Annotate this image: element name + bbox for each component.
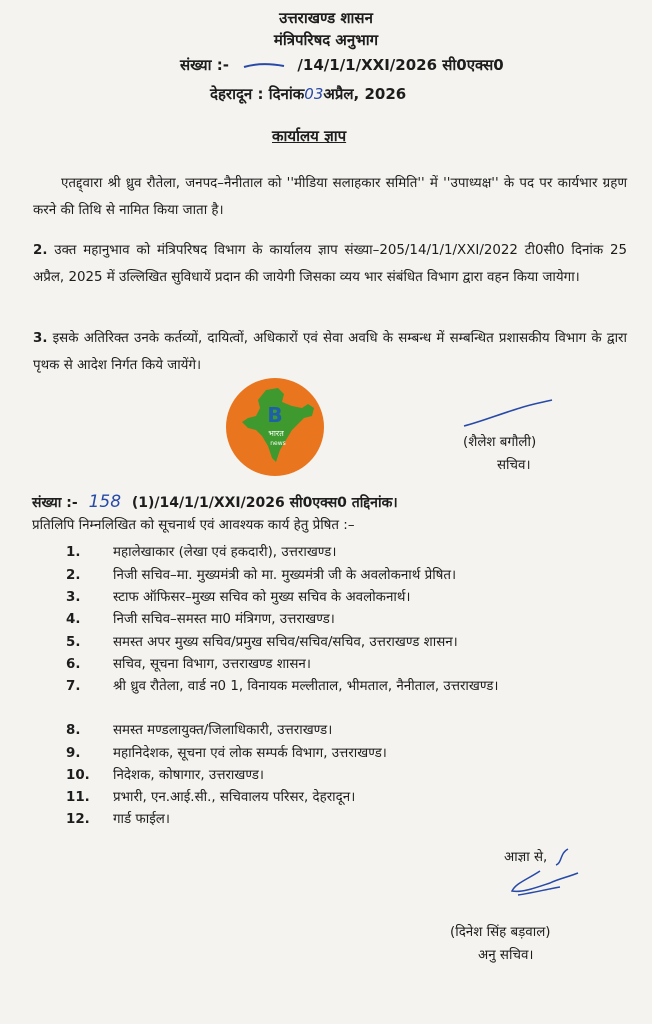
signature-2-icon <box>498 843 588 907</box>
india-map-logo-icon <box>226 378 324 476</box>
department-heading: मंत्रिपरिषद अनुभाग <box>273 31 379 49</box>
signatory-1-designation: सचिव। <box>497 458 531 473</box>
copy-reference-number: (1)/14/1/1/XXI/2026 सी0एक्स0 तद्दिनांक। <box>131 495 398 511</box>
handwritten-date: 03 <box>304 85 324 103</box>
government-order-page: उत्तराखण्ड शासन मंत्रिपरिषद अनुभाग संख्या :- /14/1/1/XXI/2026 सी0एक्स0 देहरादून : दिनांक03अप्रैल, 2026 कार्यालय ज्ञाप एतद्द्वारा श्री ध्रुव रौतेला, जनपद–नैनीताल को ''मीडिया सलाहकार समिति'' में ''उपाध्यक्ष'' के पद पर कार्यभार ग्रहण करने की तिथि से नामित किया जाता है। 2. उक्त महानुभाव को मंत्रिपरिषद विभाग के कार्यालय ज्ञाप संख्या–205/14/1/1/XXI/2022 टी0सी0 दिनांक 25 अप्रैल, 2025 में उल्लिखित सुविधायें प्रदान की जायेगी जिसका व्यय भार संबंधित विभाग द्वारा वहन किया जायेगा। 3. इसके अतिरिक्त उनके कर्तव्यों, दायित्वों, अधिकारों एवं सेवा अवधि के सम्बन्ध में सम्बन्धित प्रशासकीय विभाग के द्वारा पृथक से आदेश निर्गत किये जायेंगे। B भारत news (शैलेश बगौली) सचिव। संख्या :- 158 (1)/14/1/1/XXI/2026 सी0एक्स0 तद्दिनांक। प्रतिलिपि निम्नलिखित को सूचनार्थ एवं आवश्यक कार्य हेतु प्रेषित :– 1. महालेखाकार (लेखा एवं हकदारी), उत्तराखण्ड। 2. निजी सचिव–मा. मुख्यमंत्री को मा. मुख्यमंत्री जी के अवलोकनार्थ प्रेषित। 3. स्टाफ ऑफिसर–मुख्य सचिव को मुख्य सचिव के अवलोकनार्थ। 4. निजी सचिव–समस्त मा0 मंत्रिगण, उत्तराखण्ड। 5. समस्त अपर मुख्य सचिव/प्रमुख सचिव/सचिव/सचिव, उत्तराखण्ड शासन। 6. सचिव, सूचना विभाग, उत्तराखण्ड शासन। 7. श्री ध्रुव रौतेला, वार्ड न0 1, विनायक मल्लीताल, भीमताल, नैनीताल, उत्तराखण्ड। 8. समस्त मण्डलायुक्त/जिलाधिकारी, उत्तराखण्ड। 9. महानिदेशक, सूचना एवं लोक सम्पर्क विभाग, उत्तराखण्ड। 10. निदेशक, कोषागार, उत्तराखण्ड। 11. प्रभारी, एन.आई.सी., सचिवालय परिसर, देहरादून। 12. गार्ड फाईल। आज्ञा से, (दिनेश सिंह बड़वाल) अनु सचिव। <box>0 0 652 1024</box>
copy-intro: प्रतिलिपि निम्नलिखित को सूचनार्थ एवं आवश्यक कार्य हेतु प्रेषित :– <box>32 518 355 533</box>
document-title: कार्यालय ज्ञाप <box>272 127 347 145</box>
logo-text-line2: news <box>270 440 286 447</box>
reference-line <box>180 55 504 75</box>
paragraph-text: उक्त महानुभाव को मंत्रिपरिषद विभाग के कार्यालय ज्ञाप संख्या–205/14/1/1/XXI/2022 टी0सी0 दिनांक 25 अप्रैल, 2025 में उल्लिखित सुविधायें प्रदान की जायेगी जिसका व्यय भार संबंधित विभाग द्वारा वहन किया जायेगा। <box>33 243 627 285</box>
place: देहरादून : <box>210 85 264 103</box>
signatory-2-name: (दिनेश सिंह बड़वाल) <box>450 925 551 940</box>
handwritten-number: 158 <box>88 492 122 512</box>
bharat-news-logo <box>226 378 324 476</box>
paragraph-3 <box>33 325 627 379</box>
svg-text:B: B <box>267 403 283 427</box>
paragraph-1 <box>33 170 627 224</box>
copy-reference-label: संख्या :- <box>32 495 78 511</box>
date-prefix: दिनांक <box>268 85 305 103</box>
date-line <box>210 84 406 104</box>
logo-text-line1: भारत <box>268 429 284 438</box>
handwritten-dash <box>234 56 292 74</box>
signatory-1-name: (शैलेश बगौली) <box>463 435 537 450</box>
copy-reference-line <box>32 492 398 512</box>
paragraph-text: एतद्द्वारा श्री ध्रुव रौतेला, जनपद–नैनीताल को ''मीडिया सलाहकार समिति'' में ''उपाध्यक्ष'' के पद पर कार्यभार ग्रहण करने की तिथि से नामित किया जाता है। <box>33 176 627 218</box>
reference-number: /14/1/1/XXI/2026 सी0एक्स0 <box>297 56 504 74</box>
date-suffix: अप्रैल, 2026 <box>323 85 407 103</box>
signature-1-icon <box>460 398 556 432</box>
paragraph-number: 3. <box>33 331 48 346</box>
paragraph-number: 2. <box>33 243 48 258</box>
order-text: आज्ञा से, <box>504 850 548 865</box>
government-heading: उत्तराखण्ड शासन <box>279 9 373 27</box>
reference-label: संख्या :- <box>180 56 229 74</box>
paragraph-text: इसके अतिरिक्त उनके कर्तव्यों, दायित्वों, अधिकारों एवं सेवा अवधि के सम्बन्ध में सम्बन्धित प्रशासकीय विभाग के द्वारा पृथक से आदेश निर्गत किये जायेंगे। <box>33 331 627 373</box>
paragraph-2 <box>33 237 627 291</box>
signatory-2-designation: अनु सचिव। <box>478 948 534 963</box>
